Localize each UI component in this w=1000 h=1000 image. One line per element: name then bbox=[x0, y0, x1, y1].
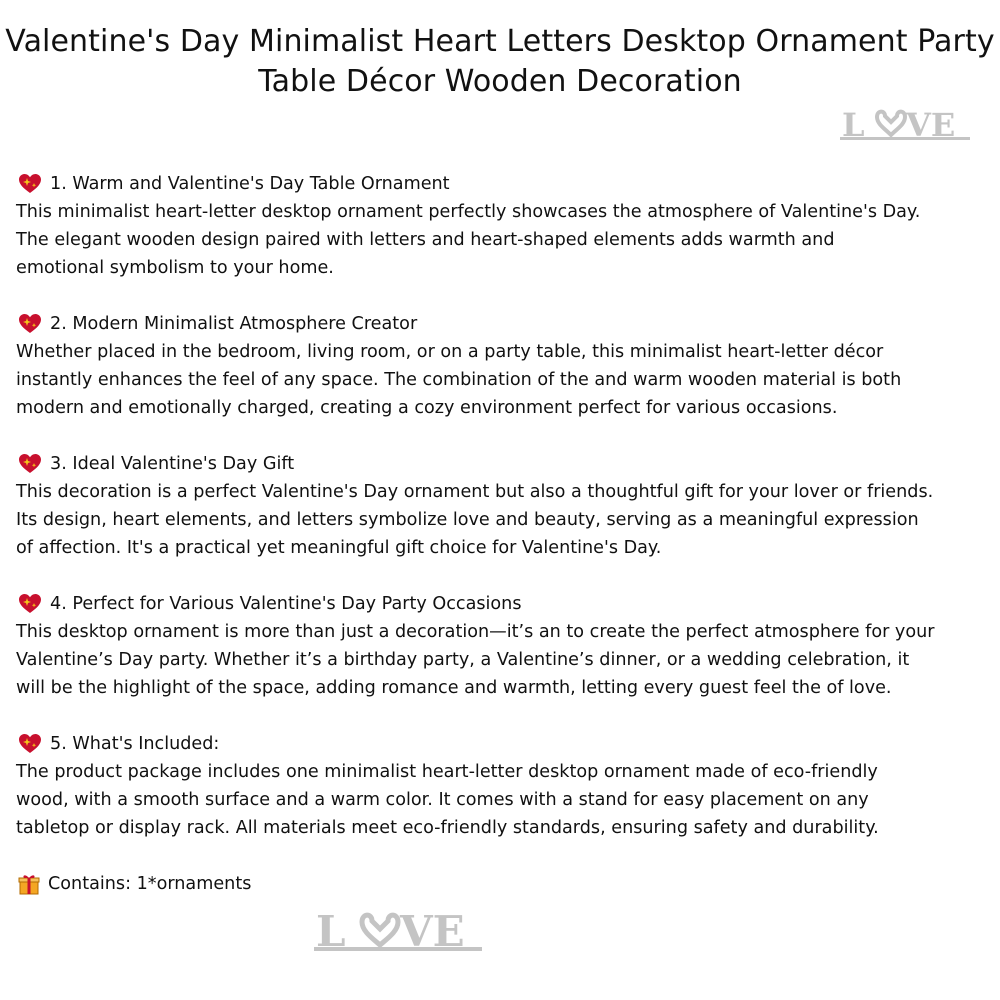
section-heading-text: 1. Warm and Valentine's Day Table Ornament bbox=[50, 174, 450, 194]
love-logo-top bbox=[840, 106, 970, 142]
section-heading bbox=[16, 450, 996, 478]
section-text-line: This desktop ornament is more than just a decoration—it’s an to create the perfect atmosphere for your bbox=[16, 622, 935, 642]
section-text-line: The product package includes one minimalist heart-letter desktop ornament made of eco-friendly bbox=[16, 762, 878, 782]
section-heading-text: 5. What's Included: bbox=[50, 734, 220, 754]
feature-section bbox=[16, 590, 996, 702]
feature-section bbox=[16, 450, 996, 562]
section-heading bbox=[16, 170, 996, 198]
section-heading bbox=[16, 730, 996, 758]
feature-section bbox=[16, 730, 996, 842]
title-line-1: Valentine's Day Minimalist Heart Letters Desktop Ornament Party bbox=[5, 24, 995, 59]
section-text-line: Its design, heart elements, and letters symbolize love and beauty, serving as a meaningful expression bbox=[16, 510, 919, 530]
section-text-line: The elegant wooden design paired with letters and heart-shaped elements adds warmth and bbox=[16, 230, 835, 250]
section-text-line: modern and emotionally charged, creating a cozy environment perfect for various occasions. bbox=[16, 398, 838, 418]
svg-text:VE: VE bbox=[400, 908, 465, 954]
section-text-line: tabletop or display rack. All materials meet eco-friendly standards, ensuring safety and durability. bbox=[16, 818, 879, 838]
section-text-line: Valentine’s Day party. Whether it’s a birthday party, a Valentine’s dinner, or a wedding celebration, it bbox=[16, 650, 910, 670]
sparkling-heart-icon bbox=[18, 453, 42, 475]
section-text-line: emotional symbolism to your home. bbox=[16, 258, 334, 278]
section-text-line: wood, with a smooth surface and a warm color. It comes with a stand for easy placement on any bbox=[16, 790, 869, 810]
section-heading-text: 4. Perfect for Various Valentine's Day Party Occasions bbox=[50, 594, 522, 614]
section-text-line: This decoration is a perfect Valentine's Day ornament but also a thoughtful gift for your lover or friends. bbox=[16, 482, 934, 502]
sparkling-heart-icon bbox=[18, 593, 42, 615]
section-text-line: This minimalist heart-letter desktop ornament perfectly showcases the atmosphere of Valentine's Day. bbox=[16, 202, 921, 222]
title-line-2: Table Décor Wooden Decoration bbox=[258, 64, 742, 99]
love-logo-bottom bbox=[314, 908, 482, 954]
page-title bbox=[0, 22, 1000, 102]
feature-section bbox=[16, 170, 996, 282]
svg-text:L: L bbox=[316, 908, 346, 954]
sparkling-heart-icon bbox=[18, 733, 42, 755]
svg-text:L: L bbox=[842, 106, 865, 142]
gift-icon bbox=[18, 873, 40, 895]
contains-text: Contains: 1*ornaments bbox=[48, 874, 252, 894]
sparkling-heart-icon bbox=[18, 173, 42, 195]
description-content bbox=[16, 170, 996, 898]
section-heading-text: 3. Ideal Valentine's Day Gift bbox=[50, 454, 295, 474]
svg-text:VE: VE bbox=[906, 106, 956, 142]
contains-line bbox=[16, 870, 996, 898]
section-text-line: will be the highlight of the space, adding romance and warmth, letting every guest feel the of love. bbox=[16, 678, 892, 698]
section-heading-text: 2. Modern Minimalist Atmosphere Creator bbox=[50, 314, 418, 334]
sparkling-heart-icon bbox=[18, 313, 42, 335]
section-text-line: Whether placed in the bedroom, living room, or on a party table, this minimalist heart-letter décor bbox=[16, 342, 884, 362]
section-heading bbox=[16, 590, 996, 618]
section-heading bbox=[16, 310, 996, 338]
section-text-line: of affection. It's a practical yet meaningful gift choice for Valentine's Day. bbox=[16, 538, 662, 558]
section-text-line: instantly enhances the feel of any space. The combination of the and warm wooden material is both bbox=[16, 370, 902, 390]
feature-section bbox=[16, 310, 996, 422]
